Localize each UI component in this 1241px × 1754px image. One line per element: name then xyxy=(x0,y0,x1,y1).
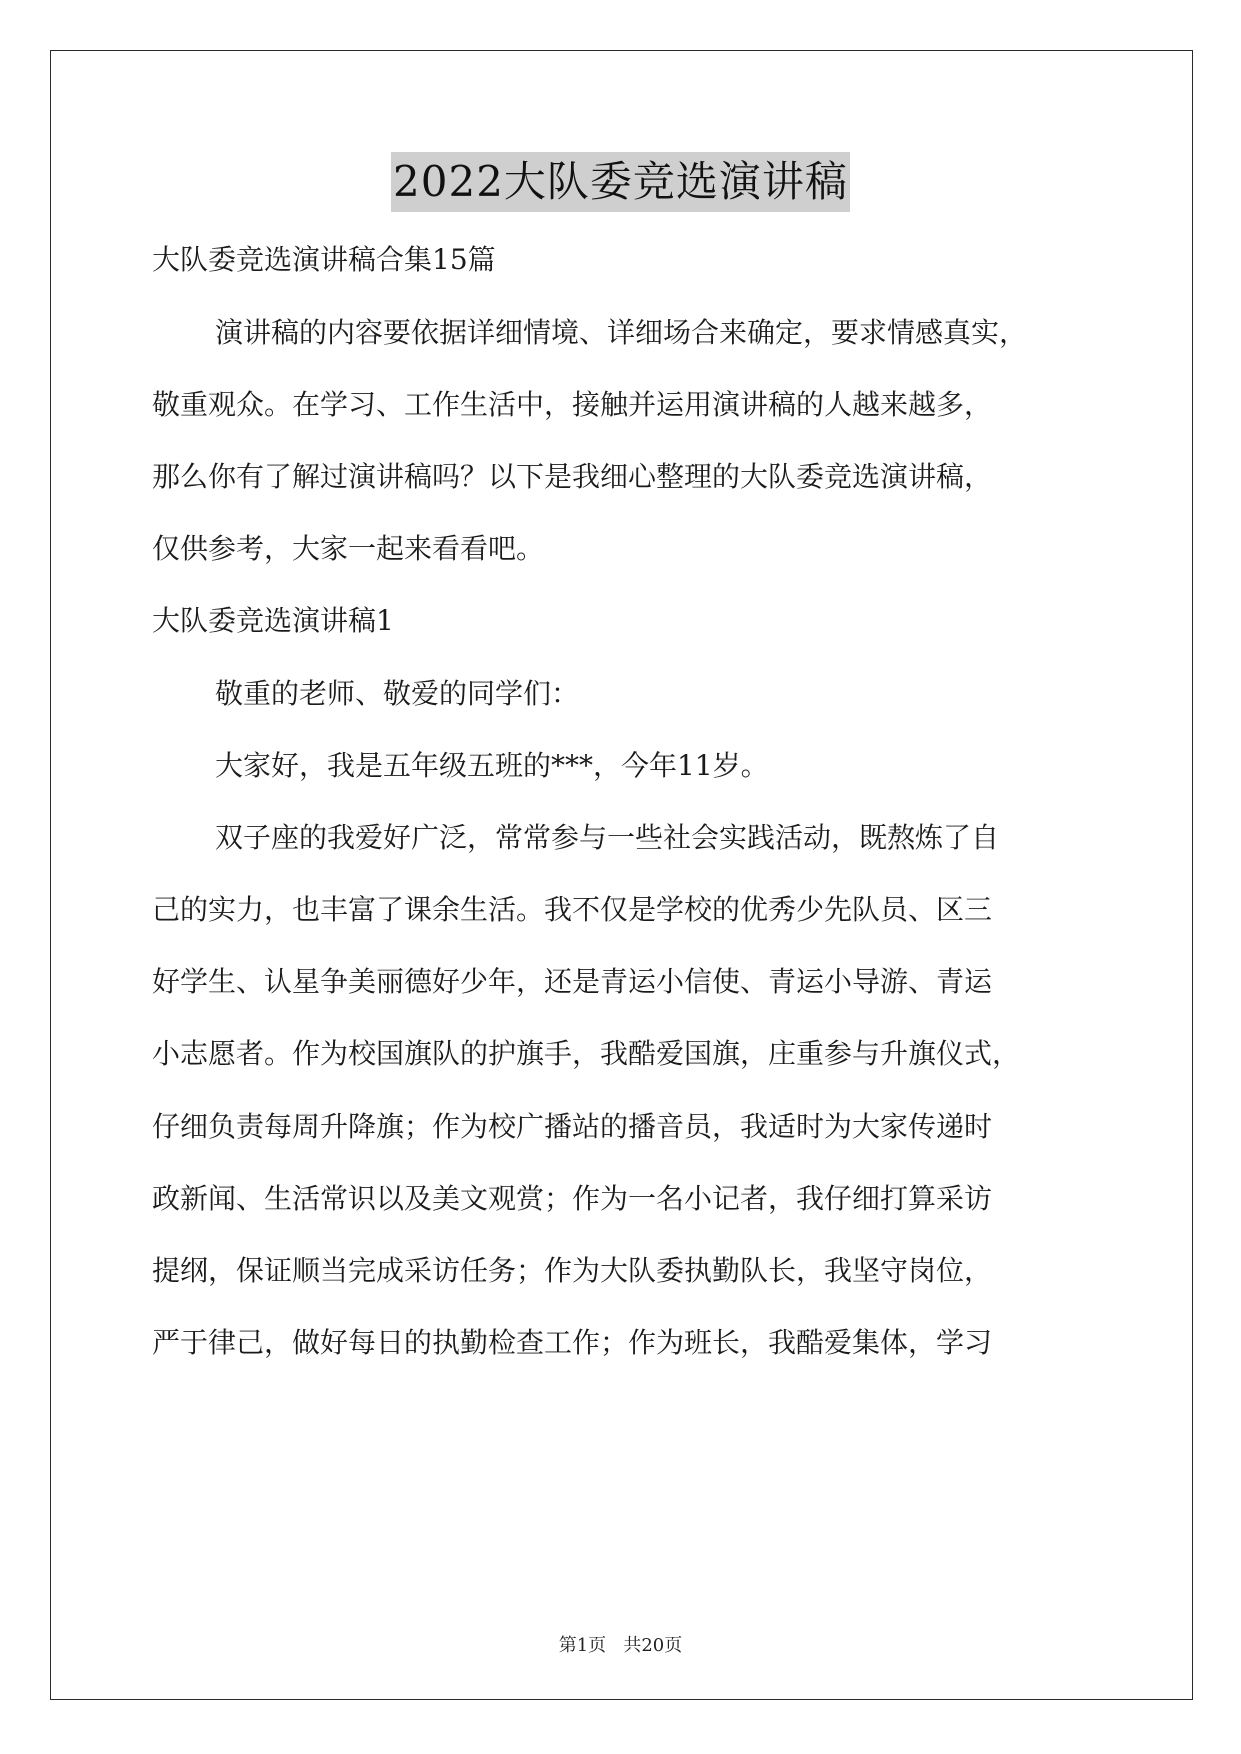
paragraph-line: 大家好，我是五年级五班的***，今年11岁。 xyxy=(215,749,769,782)
paragraph-line: 好学生、认星争美丽德好少年，还是青运小信使、青运小导游、青运 xyxy=(152,965,993,998)
page-footer xyxy=(0,1634,1241,1658)
paragraph-line: 政新闻、生活常识以及美文观赏；作为一名小记者，我仔细打算采访 xyxy=(152,1182,993,1215)
paragraph-line: 小志愿者。作为校国旗队的护旗手，我酷爱国旗，庄重参与升旗仪式， xyxy=(152,1037,1021,1070)
paragraph-line: 仅供参考，大家一起来看看吧。 xyxy=(152,532,545,565)
paragraph-line: 演讲稿的内容要依据详细情境、详细场合来确定，要求情感真实， xyxy=(215,316,1028,349)
paragraph-line: 严于律己，做好每日的执勤检查工作；作为班长，我酷爱集体，学习 xyxy=(152,1326,993,1359)
paragraph-line: 双子座的我爱好广泛，常常参与一些社会实践活动，既熬炼了自 xyxy=(215,821,1000,854)
paragraph-line: 提纲，保证顺当完成采访任务；作为大队委执勤队长，我坚守岗位， xyxy=(152,1254,993,1287)
paragraph-line: 敬重观众。在学习、工作生活中，接触并运用演讲稿的人越来越多， xyxy=(152,388,993,421)
page-border xyxy=(50,50,1193,1700)
paragraph-line: 己的实力，也丰富了课余生活。我不仅是学校的优秀少先队员、区三 xyxy=(152,893,993,926)
paragraph-line: 敬重的老师、敬爱的同学们： xyxy=(215,677,580,710)
title-container xyxy=(0,152,1241,212)
subtitle-line: 大队委竞选演讲稿合集15篇 xyxy=(152,243,496,276)
page-number: 第1页 xyxy=(558,1635,607,1656)
document-title: 2022大队委竞选演讲稿 xyxy=(391,152,850,212)
page-total: 共20页 xyxy=(623,1635,683,1656)
section-heading: 大队委竞选演讲稿1 xyxy=(152,604,394,637)
paragraph-line: 那么你有了解过演讲稿吗？以下是我细心整理的大队委竞选演讲稿， xyxy=(152,460,993,493)
paragraph-line: 仔细负责每周升降旗；作为校广播站的播音员，我适时为大家传递时 xyxy=(152,1110,993,1143)
